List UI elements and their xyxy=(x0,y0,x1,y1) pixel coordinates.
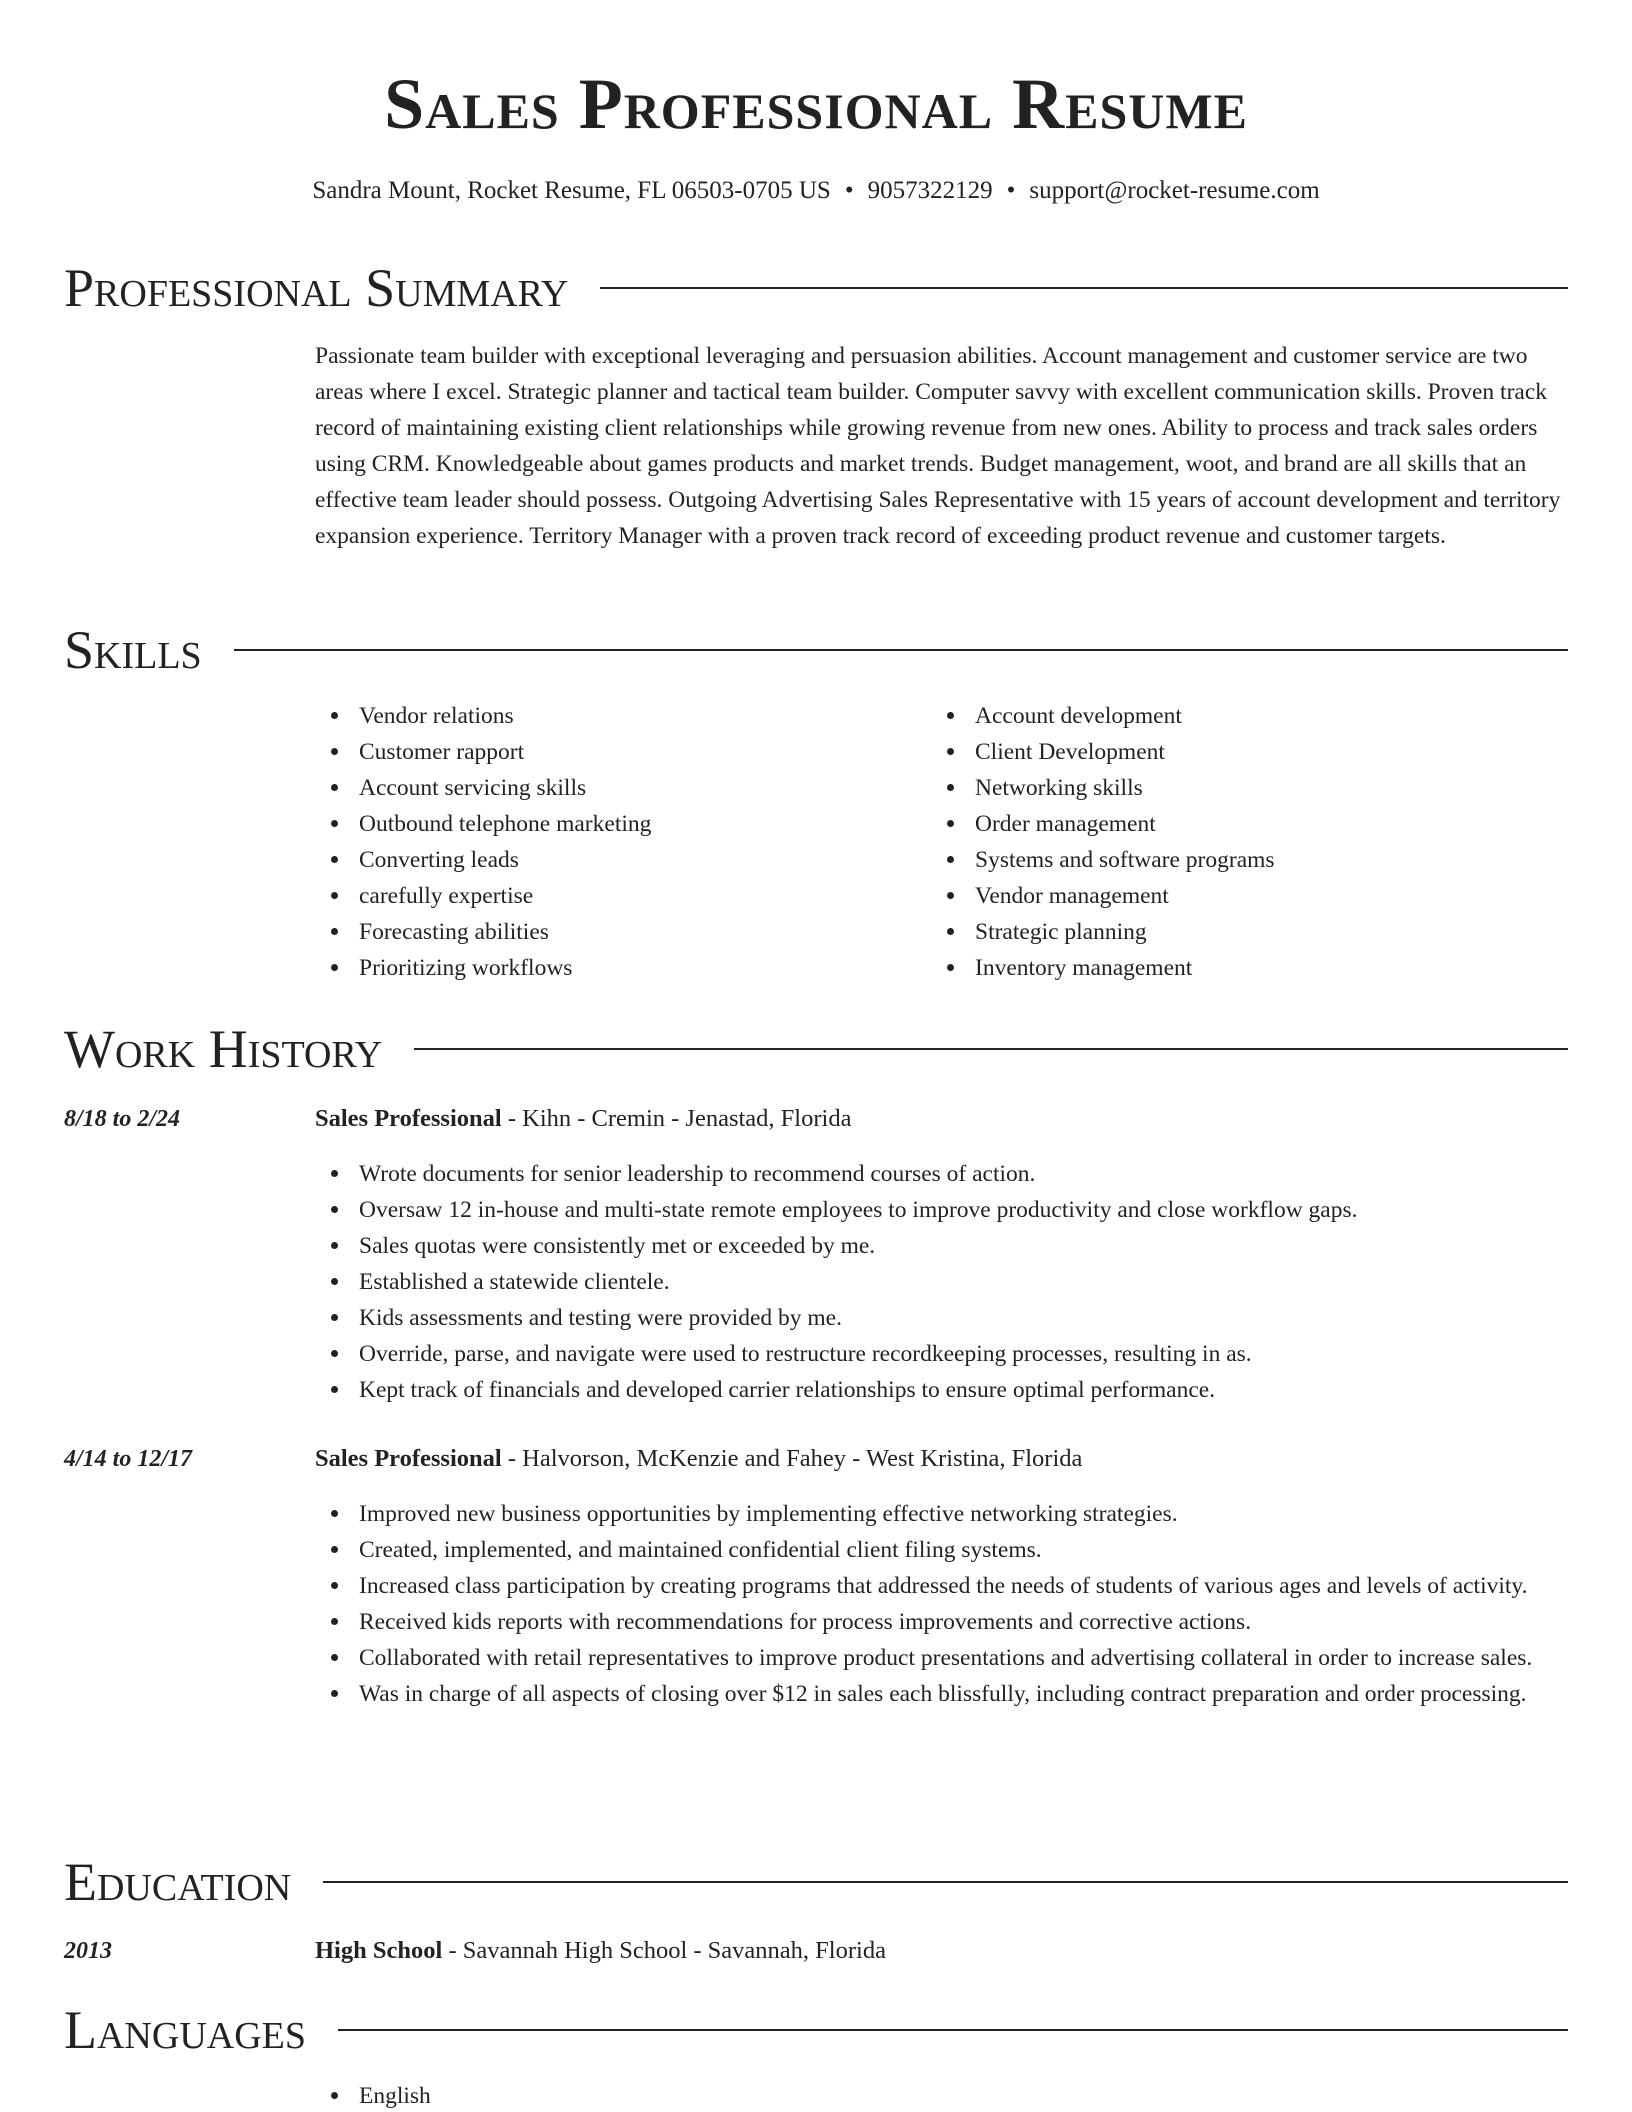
section-work-header xyxy=(64,1017,1568,1081)
job-dates: 8/18 to 2/24 xyxy=(64,1106,181,1132)
section-summary-header xyxy=(64,256,1568,320)
skill-item: Outbound telephone marketing xyxy=(315,806,915,842)
section-title-summary: Professional Summary xyxy=(64,258,569,318)
contact-email: support@rocket-resume.com xyxy=(1029,177,1320,204)
contact-address: Sandra Mount, Rocket Resume, FL 06503-0705 US xyxy=(312,177,831,204)
skills-list-left xyxy=(315,698,915,986)
skill-item: Order management xyxy=(931,806,1571,842)
section-divider xyxy=(600,287,1568,289)
summary-paragraph: Passionate team builder with exceptional leveraging and persuasion abilities. Account management and customer service are two areas where I excel. Strategic planner and tactical team builder. Computer savvy with excellent communication skills. Proven track record of maintaining existing client relationships while growing revenue from new ones. Ability to process and track sales orders using CRM. Knowledgeable about games products and market trends. Budget management, woot, and brand are all skills that an effective team leader should possess. Outgoing Advertising Sales Representative with 15 years of account development and territory expansion experience. Territory Manager with a proven track record of exceeding product revenue and customer targets. xyxy=(315,343,1561,549)
job-dates: 4/14 to 12/17 xyxy=(64,1446,193,1472)
skill-item: Client Development xyxy=(931,734,1571,770)
section-divider xyxy=(414,1048,1568,1050)
job-bullet: Collaborated with retail representatives to improve product presentations and advertising collateral in order to increase sales. xyxy=(315,1640,1569,1676)
section-title-skills: Skills xyxy=(64,620,202,680)
skill-item: Forecasting abilities xyxy=(315,914,915,950)
skill-item: Converting leads xyxy=(315,842,915,878)
job-bullet: Established a statewide clientele. xyxy=(315,1264,1569,1300)
skill-item: Systems and software programs xyxy=(931,842,1571,878)
job-bullet: Override, parse, and navigate were used to restructure recordkeeping processes, resulting in as. xyxy=(315,1336,1569,1372)
job-bullet: Kids assessments and testing were provided by me. xyxy=(315,1300,1569,1336)
job-heading xyxy=(315,1441,1569,1477)
section-title-education: Education xyxy=(64,1852,292,1912)
contact-separator: • xyxy=(1006,177,1016,204)
job-bullet: Increased class participation by creating programs that addressed the needs of students of various ages and levels of activity. xyxy=(315,1568,1569,1604)
skill-item: Strategic planning xyxy=(931,914,1571,950)
section-divider xyxy=(323,1881,1568,1883)
skill-item: Customer rapport xyxy=(315,734,915,770)
job-details: - Kihn - Cremin - Jenastad, Florida xyxy=(501,1105,852,1132)
skill-item: Vendor management xyxy=(931,878,1571,914)
skill-item: carefully expertise xyxy=(315,878,915,914)
job-bullet: Kept track of financials and developed carrier relationships to ensure optimal performance. xyxy=(315,1372,1569,1408)
section-title-languages: Languages xyxy=(64,2000,306,2060)
job-bullet: Wrote documents for senior leadership to recommend courses of action. xyxy=(315,1156,1569,1192)
job-details: - Halvorson, McKenzie and Fahey - West Kristina, Florida xyxy=(501,1445,1083,1472)
job-bullets xyxy=(315,1496,1569,1712)
job-bullet: Received kids reports with recommendations for process improvements and corrective actions. xyxy=(315,1604,1569,1640)
skill-item: Networking skills xyxy=(931,770,1571,806)
skill-item: Vendor relations xyxy=(315,698,915,734)
skills-list-right xyxy=(931,698,1571,986)
section-education-header xyxy=(64,1850,1568,1914)
skill-item: Account servicing skills xyxy=(315,770,915,806)
skill-item: Inventory management xyxy=(931,950,1571,986)
resume-title: Sales Professional Resume xyxy=(384,64,1248,144)
job-bullet: Sales quotas were consistently met or exceeded by me. xyxy=(315,1228,1569,1264)
job-heading xyxy=(315,1101,1569,1137)
section-languages-header xyxy=(64,1998,1568,2062)
skill-item: Prioritizing workflows xyxy=(315,950,915,986)
contact-line xyxy=(0,174,1632,208)
job-bullet: Improved new business opportunities by implementing effective networking strategies. xyxy=(315,1496,1569,1532)
section-title-work: Work History xyxy=(64,1019,383,1079)
job-bullets xyxy=(315,1156,1569,1408)
education-degree: High School xyxy=(315,1937,443,1964)
education-details: - Savannah High School - Savannah, Florida xyxy=(442,1937,886,1964)
education-heading xyxy=(315,1933,1569,1969)
contact-phone: 9057322129 xyxy=(867,177,993,204)
job-bullet: Created, implemented, and maintained confidential client filing systems. xyxy=(315,1532,1569,1568)
section-skills-header xyxy=(64,618,1568,682)
job-bullet: Oversaw 12 in-house and multi-state remote employees to improve productivity and close workflow gaps. xyxy=(315,1192,1569,1228)
job-bullet: Was in charge of all aspects of closing over $12 in sales each blissfully, including contract preparation and order processing. xyxy=(315,1676,1569,1712)
section-divider xyxy=(338,2029,1568,2031)
skill-item: Account development xyxy=(931,698,1571,734)
job-title: Sales Professional xyxy=(315,1105,502,1132)
language-item: English xyxy=(315,2078,1569,2112)
contact-separator: • xyxy=(844,177,854,204)
languages-list xyxy=(315,2078,1569,2112)
section-divider xyxy=(234,649,1568,651)
education-year: 2013 xyxy=(64,1938,112,1964)
job-title: Sales Professional xyxy=(315,1445,502,1472)
